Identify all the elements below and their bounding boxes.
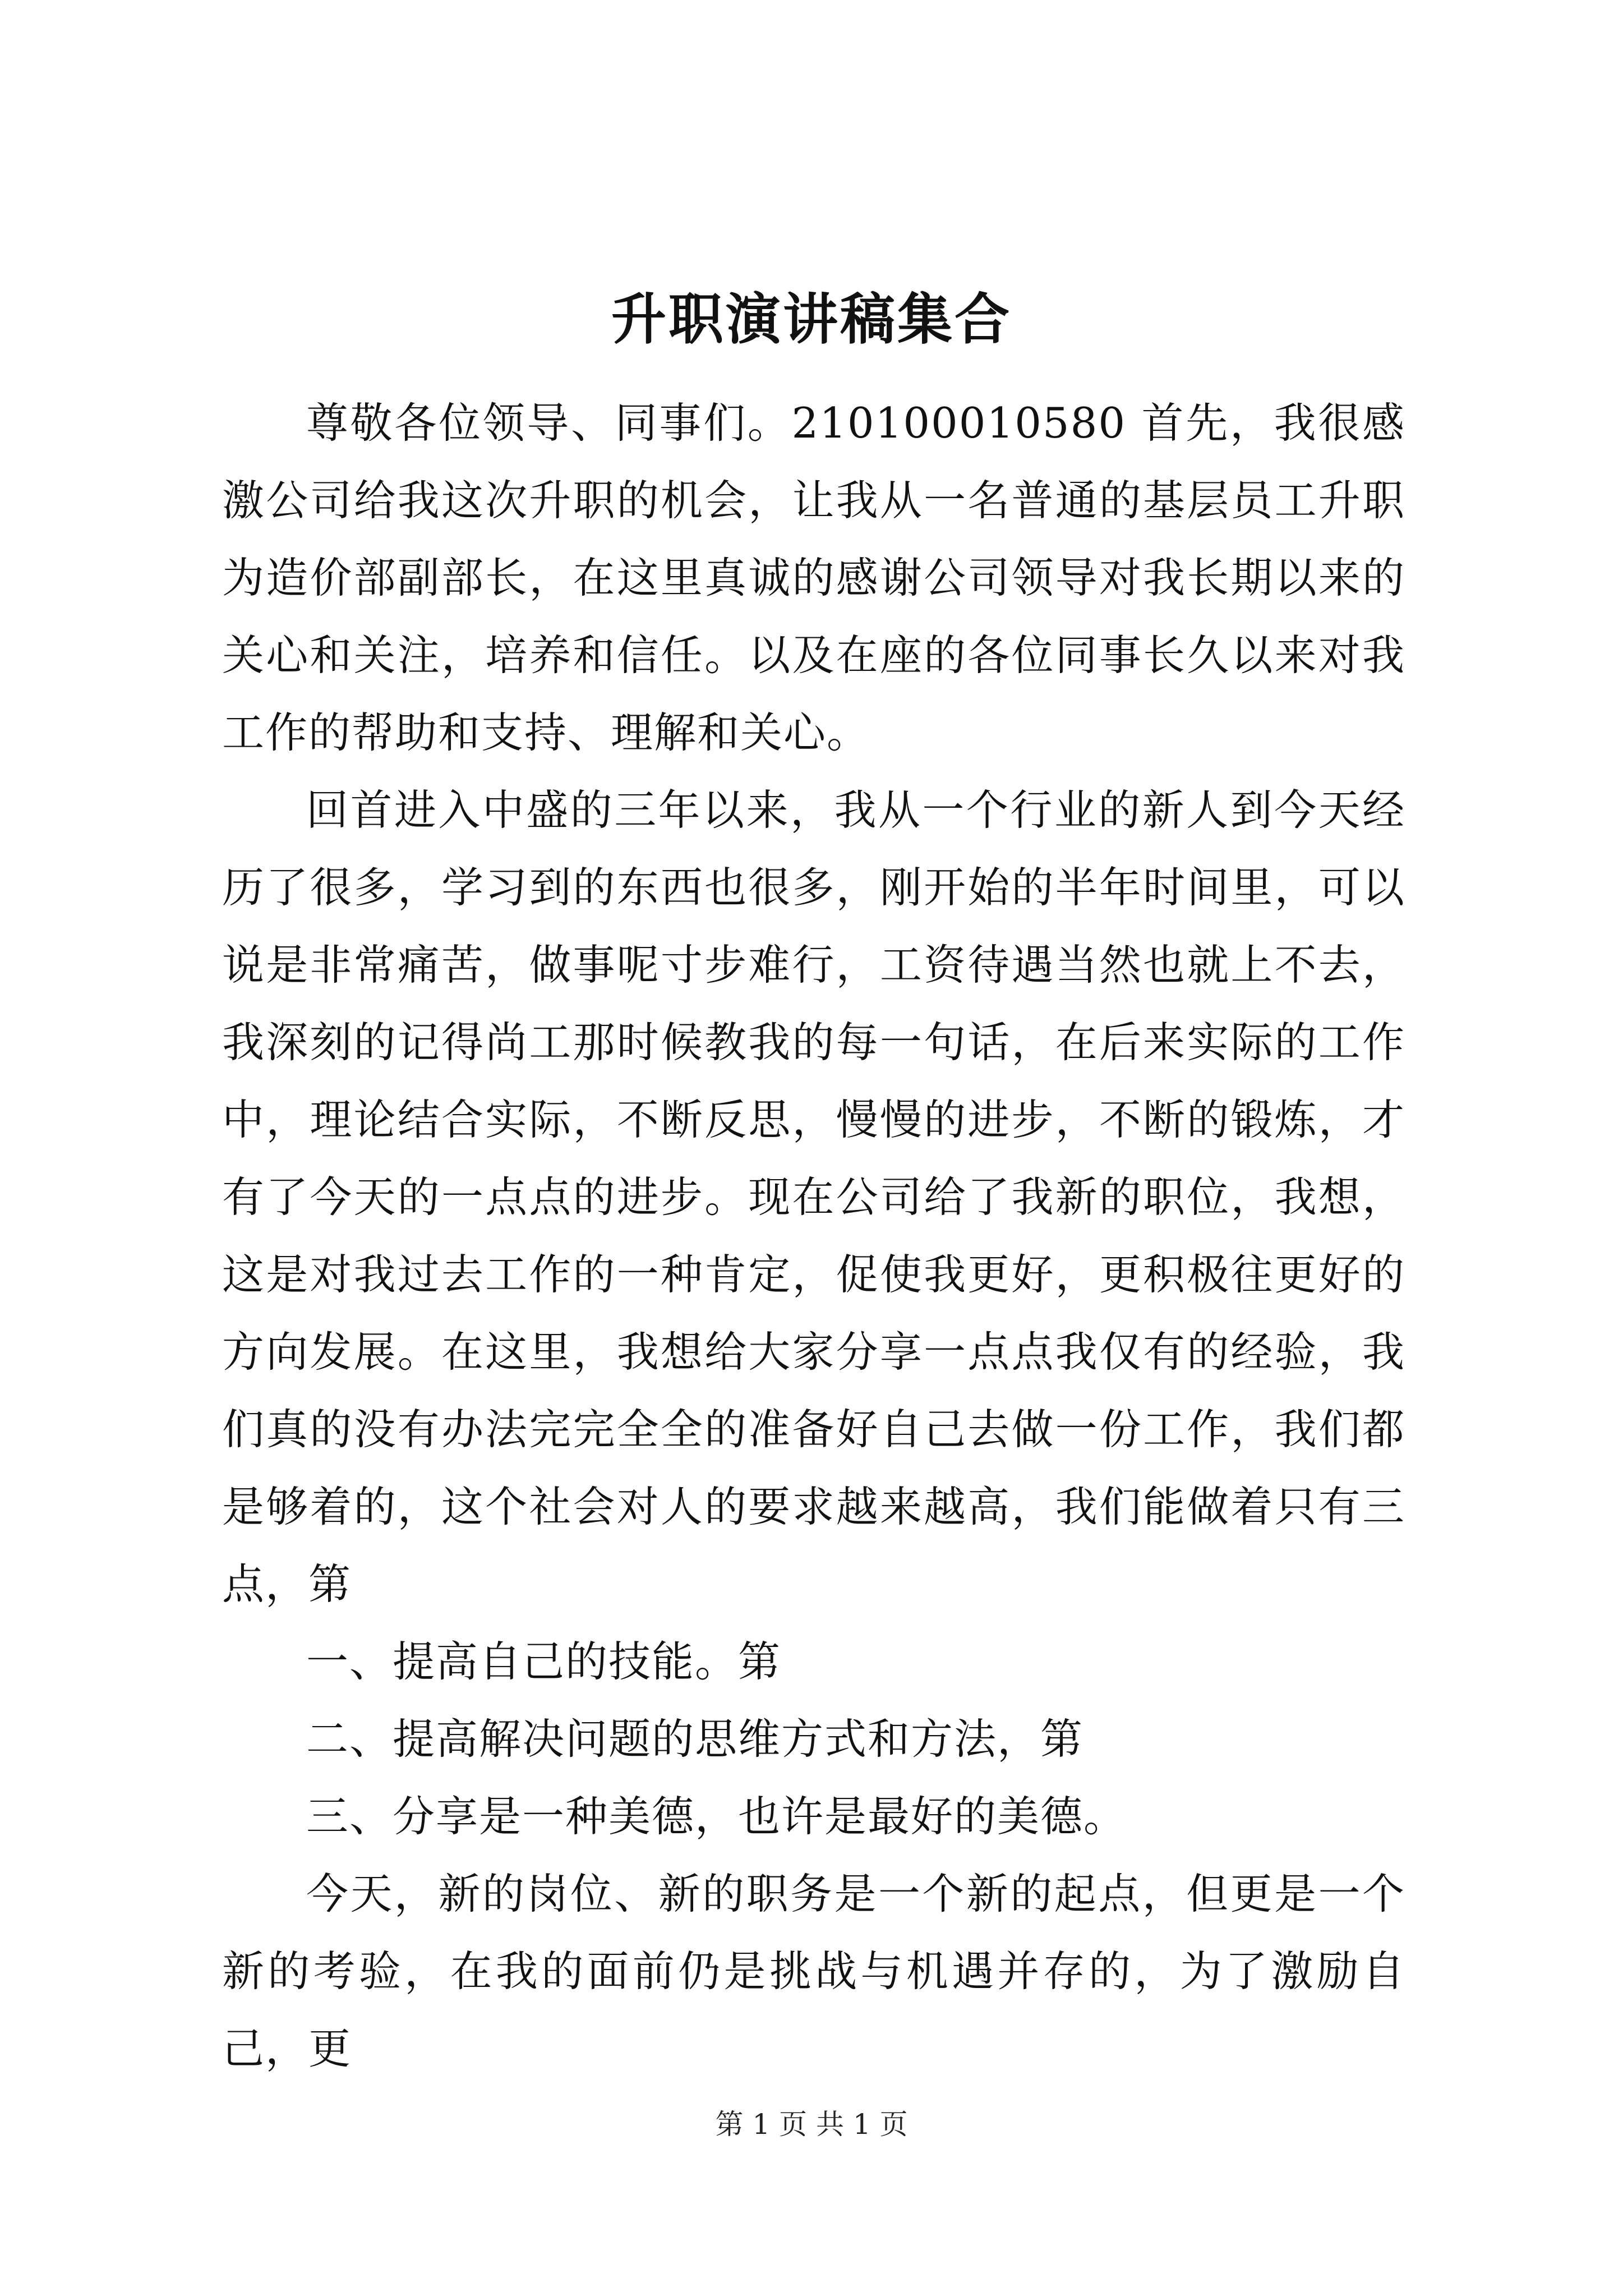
paragraph-greeting: 尊敬各位领导、同事们。210100010580 首先，我很感激公司给我这次升职的机会，让我从一名普通的基层员工升职为造价部副部长，在这里真诚的感谢公司领导对我长期以来的关心和关注，培养和信任。以及在座的各位同事长久以来对我工作的帮助和支持、理解和关心。 xyxy=(222,398,1405,757)
document-body xyxy=(222,384,1405,2087)
document-title: 升职演讲稿集合 xyxy=(611,287,1012,352)
paragraph-closing: 今天，新的岗位、新的职务是一个新的起点，但更是一个新的考验，在我的面前仍是挑战与机遇并存的，为了激励自己，更 xyxy=(222,1869,1405,2073)
list-item-sharing: 三、分享是一种美德，也许是最好的美德。 xyxy=(306,1792,1127,1841)
page-number-footer: 第 1 页 共 1 页 xyxy=(715,2108,908,2141)
list-item-skills: 一、提高自己的技能。第 xyxy=(306,1637,782,1686)
list-item-thinking: 二、提高解决问题的思维方式和方法，第 xyxy=(306,1714,1084,1764)
paragraph-review: 回首进入中盛的三年以来，我从一个行业的新人到今天经历了很多，学习到的东西也很多，刚开始的半年时间里，可以说是非常痛苦，做事呢寸步难行，工资待遇当然也就上不去，我深刻的记得尚工那时候教我的每一句话，在后来实际的工作中，理论结合实际，不断反思，慢慢的进步，不断的锻炼，才有了今天的一点点的进步。现在公司给了我新的职位，我想，这是对我过去工作的一种肯定，促使我更好，更积极往更好的方向发展。在这里，我想给大家分享一点点我仅有的经验，我们真的没有办法完完全全的准备好自己去做一份工作，我们都是够着的，这个社会对人的要求越来越高，我们能做着只有三点，第 xyxy=(222,785,1405,1609)
